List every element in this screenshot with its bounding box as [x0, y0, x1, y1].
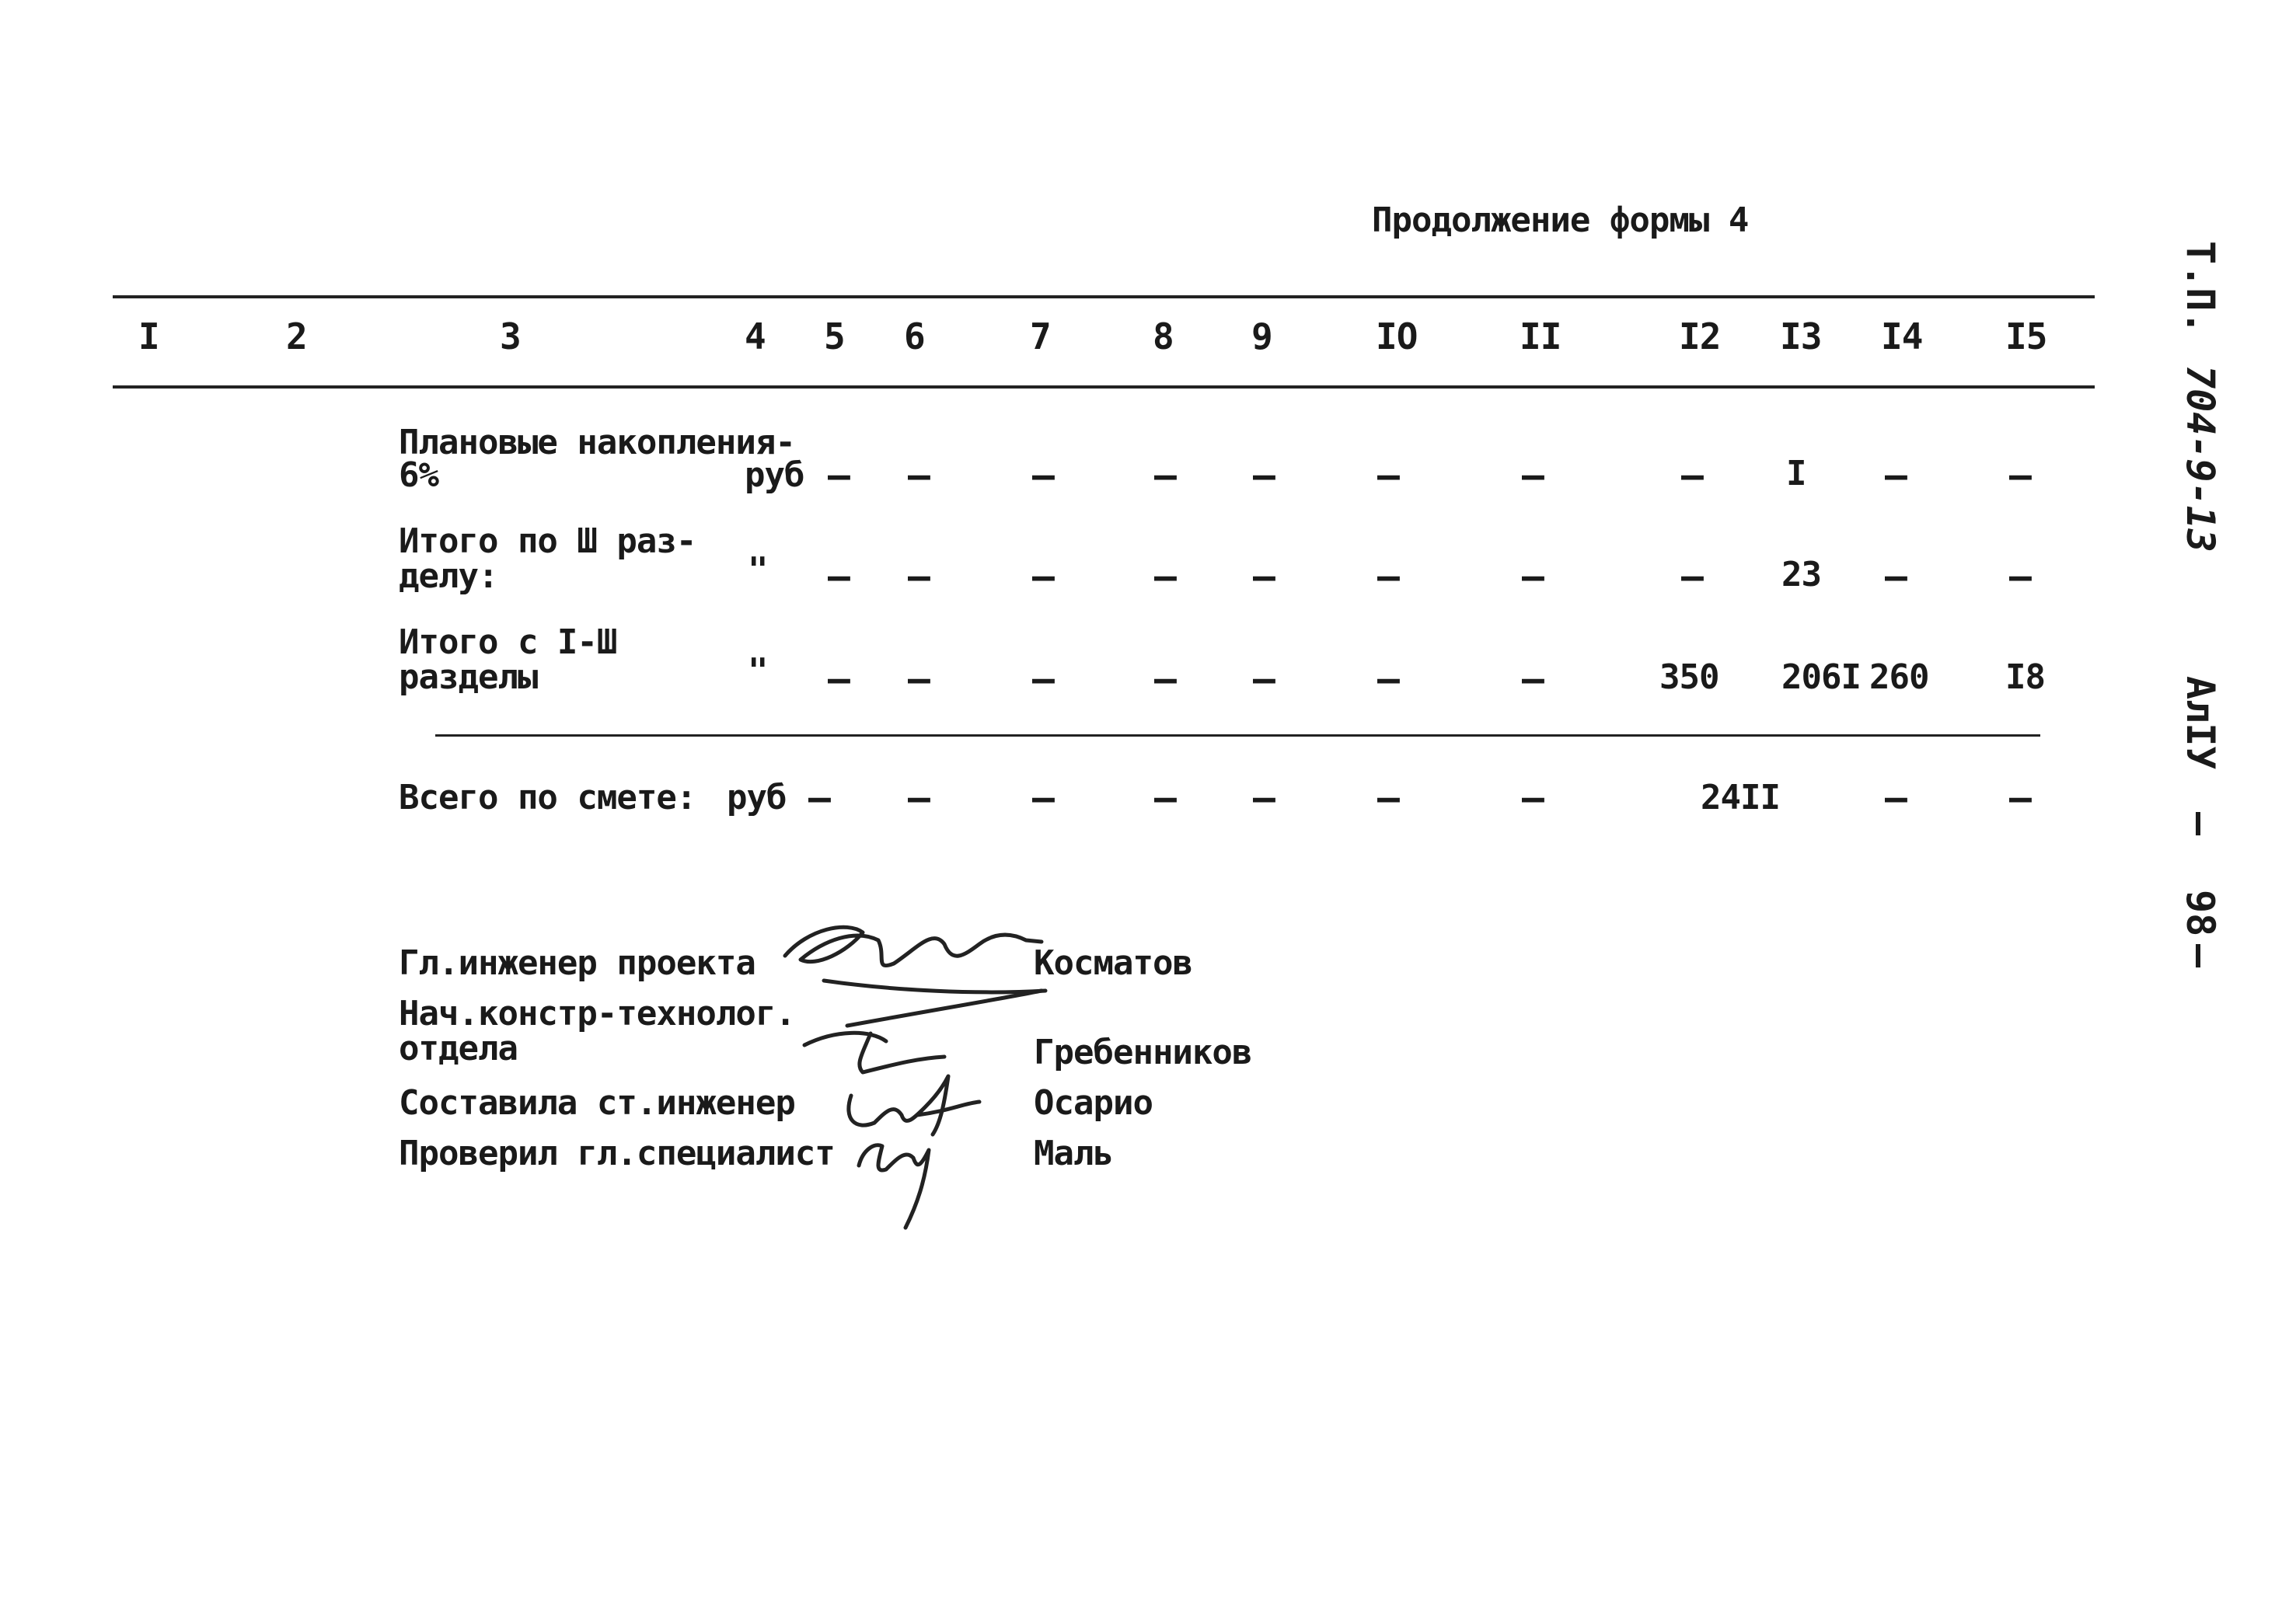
cell: –: [1253, 454, 1275, 497]
cell: –: [1154, 657, 1176, 701]
cell: –: [908, 657, 930, 701]
column-header-14: I4: [1881, 315, 1923, 357]
column-header-10: IO: [1376, 315, 1418, 357]
side-code-dash: —: [2178, 812, 2223, 836]
signer-role: Проверил гл.специалист: [399, 1134, 835, 1173]
cell: –: [828, 657, 850, 701]
cell: –: [828, 454, 850, 497]
cell: –: [1522, 776, 1544, 820]
cell: –: [828, 555, 850, 598]
cell: –: [1522, 555, 1544, 598]
row-unit: ": [748, 651, 768, 691]
cell: –: [1253, 555, 1275, 598]
cell: –: [1032, 454, 1054, 497]
cell: –: [1032, 657, 1054, 701]
row-label-line2: делу:: [399, 556, 498, 596]
cell: –: [1681, 454, 1703, 497]
column-header-8: 8: [1153, 315, 1174, 357]
cell: I8: [2005, 657, 2045, 697]
cell: –: [1681, 555, 1703, 598]
column-header-4: 4: [745, 315, 766, 357]
signer-role: Гл.инженер проекта: [399, 943, 755, 983]
row-label-line1: Итого с I-Ш: [399, 622, 617, 662]
cell: I: [1786, 454, 1806, 493]
cell: –: [2009, 776, 2031, 820]
cell: –: [908, 776, 930, 820]
cell: –: [2009, 555, 2031, 598]
cell: –: [808, 776, 830, 820]
cell: –: [1885, 454, 1907, 497]
side-code-dash2: —: [2178, 944, 2223, 968]
signature-2-mark: [804, 991, 1042, 1072]
cell: –: [2009, 454, 2031, 497]
column-header-1: I: [138, 315, 159, 357]
column-header-12: I2: [1679, 315, 1721, 357]
cell: –: [1377, 555, 1399, 598]
side-code-page: 98: [2178, 890, 2223, 937]
column-header-3: 3: [500, 315, 521, 357]
cell: 206I: [1781, 657, 1861, 697]
side-code-album: АлIУ: [2178, 676, 2223, 770]
cell: 23: [1781, 555, 1821, 594]
cell: –: [1253, 776, 1275, 820]
cell: –: [1885, 555, 1907, 598]
cell: –: [1154, 776, 1176, 820]
cell: –: [1522, 657, 1544, 701]
side-code-number: 704-9-13: [2178, 365, 2223, 552]
cell: –: [1885, 776, 1907, 820]
signer-role: Нач.констр-технолог.: [399, 994, 795, 1033]
signer-name: Косматов: [1034, 943, 1192, 983]
signer-role: Составила ст.инженер: [399, 1083, 795, 1123]
cell: –: [1522, 454, 1544, 497]
cell: –: [1377, 454, 1399, 497]
signer-name: Осарио: [1034, 1083, 1153, 1123]
total-label: Всего по смете:: [399, 778, 696, 817]
signer-name: Маль: [1034, 1134, 1113, 1173]
column-header-5: 5: [824, 315, 845, 357]
cell: 350: [1659, 657, 1719, 697]
cell: –: [1032, 555, 1054, 598]
signature-4-mark: [859, 1145, 929, 1228]
cell: –: [1377, 776, 1399, 820]
column-header-11: II: [1520, 315, 1561, 357]
column-header-2: 2: [286, 315, 307, 357]
cell: –: [1154, 555, 1176, 598]
signature-1-underline: [824, 981, 1045, 992]
signature-3-mark: [849, 1076, 979, 1134]
total-value: 24II: [1701, 778, 1780, 817]
column-header-7: 7: [1030, 315, 1051, 357]
total-unit: руб: [727, 778, 787, 817]
column-header-6: 6: [904, 315, 925, 357]
signature-1-mark: [785, 927, 1042, 965]
column-header-9: 9: [1251, 315, 1272, 357]
cell: –: [1154, 454, 1176, 497]
cell: –: [1253, 657, 1275, 701]
cell: –: [908, 555, 930, 598]
cell: –: [1377, 657, 1399, 701]
row-unit: ": [748, 550, 768, 590]
row-unit: руб: [745, 455, 804, 495]
column-header-15: I5: [2005, 315, 2047, 357]
cell: –: [1032, 776, 1054, 820]
side-document-code: [2145, 233, 2231, 1010]
column-header-13: I3: [1780, 315, 1822, 357]
row-label-line2: 6%: [399, 455, 438, 495]
form-title: Продолжение формы 4: [1372, 200, 1749, 240]
side-code-tp: Т.П.: [2178, 241, 2223, 335]
cell: –: [908, 454, 930, 497]
row-label-line1: Плановые накопления-: [399, 423, 795, 462]
cell: 260: [1869, 657, 1929, 697]
row-label-line2: разделы: [399, 657, 538, 697]
signer-name: Гребенников: [1034, 1033, 1252, 1072]
row-label-line1: Итого по Ш раз-: [399, 521, 696, 561]
signer-role: отдела: [399, 1029, 518, 1068]
